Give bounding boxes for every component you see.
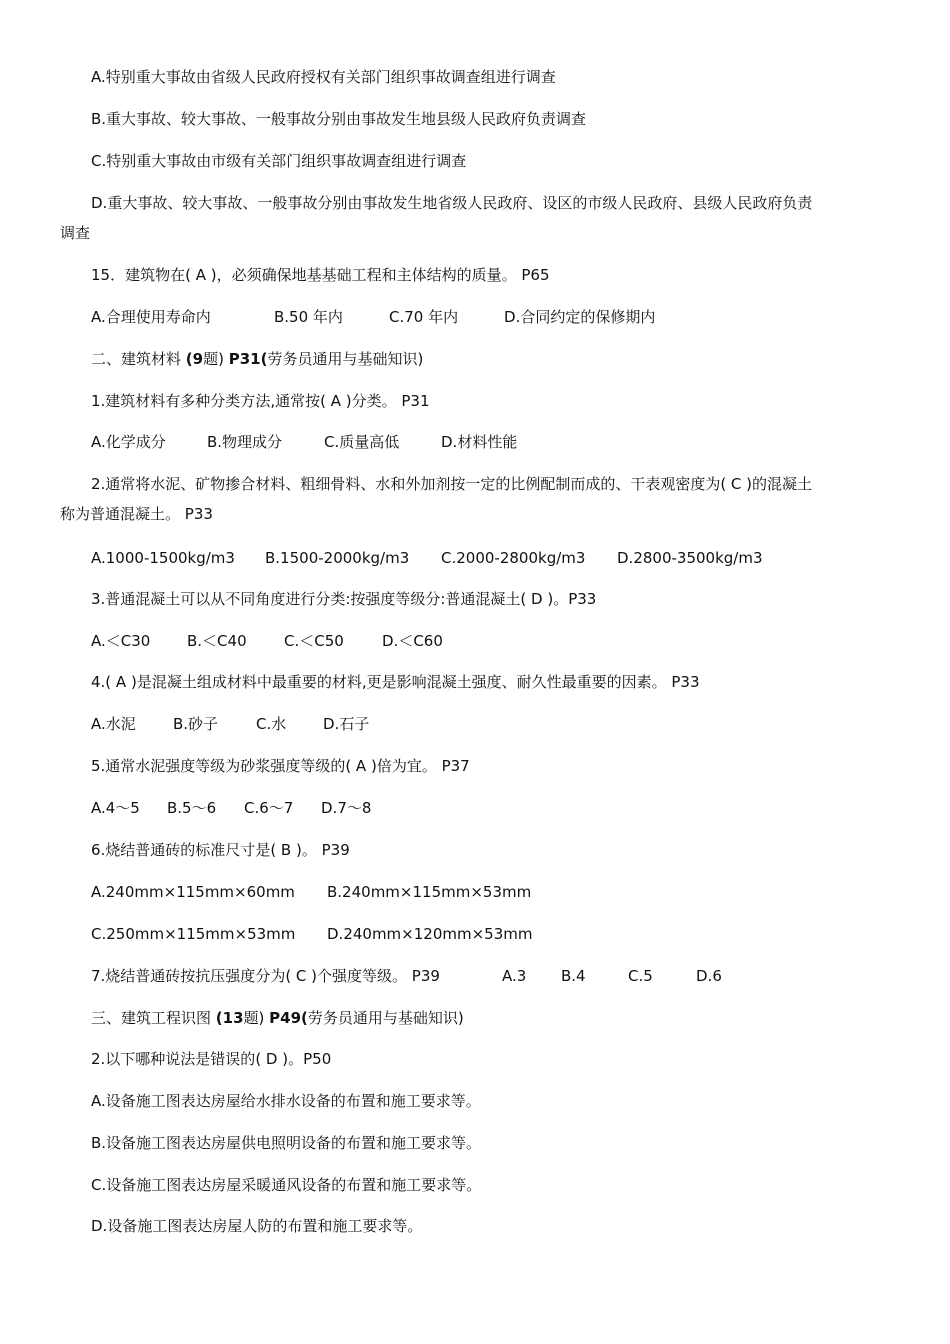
answer-option: A.＜C30 — [91, 632, 151, 650]
option-line: B.重大事故、较大事故、一般事故分别由事故发生地县级人民政府负责调查 — [91, 110, 587, 128]
option-line: D.重大事故、较大事故、一般事故分别由事故发生地省级人民政府、设区的市级人民政府、县级人民政府负责 — [91, 194, 813, 212]
option-line: A.特别重大事故由省级人民政府授权有关部门组织事故调查组进行调查 — [91, 68, 556, 86]
answer-option: D.石子 — [323, 715, 370, 733]
question-3-options — [91, 629, 443, 653]
answer-option: D.合同约定的保修期内 — [504, 308, 656, 326]
question-6-options-row1 — [91, 880, 531, 904]
answer-option: A.3 — [502, 967, 527, 985]
question-4-options — [91, 712, 369, 736]
option-line-continued: 调查 — [60, 224, 91, 242]
section-heading-drawings: 三、建筑工程识图 (13题) P49(劳务员通用与基础知识) — [91, 1009, 464, 1027]
option-line: D.设备施工图表达房屋人防的布置和施工要求等。 — [91, 1217, 423, 1235]
question-7-text: 7.烧结普通砖按抗压强度分为( C )个强度等级。 P39 — [91, 967, 440, 985]
answer-option: C.5 — [628, 967, 653, 985]
answer-option: A.合理使用寿命内 — [91, 308, 211, 326]
option-line: C.设备施工图表达房屋采暖通风设备的布置和施工要求等。 — [91, 1176, 482, 1194]
answer-option: D.＜C60 — [382, 632, 443, 650]
answer-option: B.5～6 — [167, 799, 217, 817]
question-2-continued: 称为普通混凝土。 P33 — [60, 505, 213, 523]
option-line: B.设备施工图表达房屋供电照明设备的布置和施工要求等。 — [91, 1134, 482, 1152]
answer-option: C.2000-2800kg/m3 — [441, 549, 586, 567]
answer-option: A.水泥 — [91, 715, 136, 733]
question-7 — [91, 964, 722, 988]
answer-option: A.1000-1500kg/m3 — [91, 549, 235, 567]
section-heading-materials: 二、建筑材料 (9题) P31(劳务员通用与基础知识) — [91, 350, 424, 368]
answer-option: C.6～7 — [244, 799, 294, 817]
answer-option: B.砂子 — [173, 715, 219, 733]
answer-option: B.1500-2000kg/m3 — [265, 549, 410, 567]
question-15-options — [91, 305, 655, 329]
answer-option: A.240mm×115mm×60mm — [91, 883, 295, 901]
answer-option: D.2800-3500kg/m3 — [617, 549, 763, 567]
answer-option: D.240mm×120mm×53mm — [327, 925, 533, 943]
answer-option: C.质量高低 — [324, 433, 400, 451]
answer-option: D.6 — [696, 967, 722, 985]
question-1: 1.建筑材料有多种分类方法,通常按( A )分类。 P31 — [91, 392, 430, 410]
question-4: 4.( A )是混凝土组成材料中最重要的材料,更是影响混凝土强度、耐久性最重要的因素。 P33 — [91, 673, 700, 691]
question-2: 2.通常将水泥、矿物掺合材料、粗细骨料、水和外加剂按一定的比例配制而成的、干表观密度为( C )的混凝土 — [91, 475, 813, 493]
answer-option: D.7～8 — [321, 799, 372, 817]
answer-option: B.50 年内 — [274, 308, 343, 326]
question-5: 5.通常水泥强度等级为砂浆强度等级的( A )倍为宜。 P37 — [91, 757, 470, 775]
option-line: A.设备施工图表达房屋给水排水设备的布置和施工要求等。 — [91, 1092, 481, 1110]
answer-option: A.化学成分 — [91, 433, 166, 451]
answer-option: B.物理成分 — [207, 433, 283, 451]
question-3: 3.普通混凝土可以从不同角度进行分类:按强度等级分:普通混凝土( D )。P33 — [91, 590, 597, 608]
answer-option: C.70 年内 — [389, 308, 459, 326]
question-6: 6.烧结普通砖的标准尺寸是( B )。 P39 — [91, 841, 350, 859]
question-6-options-row2 — [91, 922, 532, 946]
answer-option: C.＜C50 — [284, 632, 344, 650]
answer-option: A.4～5 — [91, 799, 140, 817]
question-15: 15．建筑物在( A )，必须确保地基基础工程和主体结构的质量。 P65 — [91, 266, 550, 284]
question-2-options — [91, 546, 763, 570]
question-5-options — [91, 796, 371, 820]
question-1-options — [91, 430, 517, 454]
answer-option: B.＜C40 — [187, 632, 247, 650]
answer-option: B.240mm×115mm×53mm — [327, 883, 532, 901]
answer-option: C.水 — [256, 715, 287, 733]
answer-option: B.4 — [561, 967, 586, 985]
option-line: C.特别重大事故由市级有关部门组织事故调查组进行调查 — [91, 152, 467, 170]
question-2-drawings: 2.以下哪种说法是错误的( D )。P50 — [91, 1050, 332, 1068]
answer-option: D.材料性能 — [441, 433, 518, 451]
answer-option: C.250mm×115mm×53mm — [91, 925, 296, 943]
